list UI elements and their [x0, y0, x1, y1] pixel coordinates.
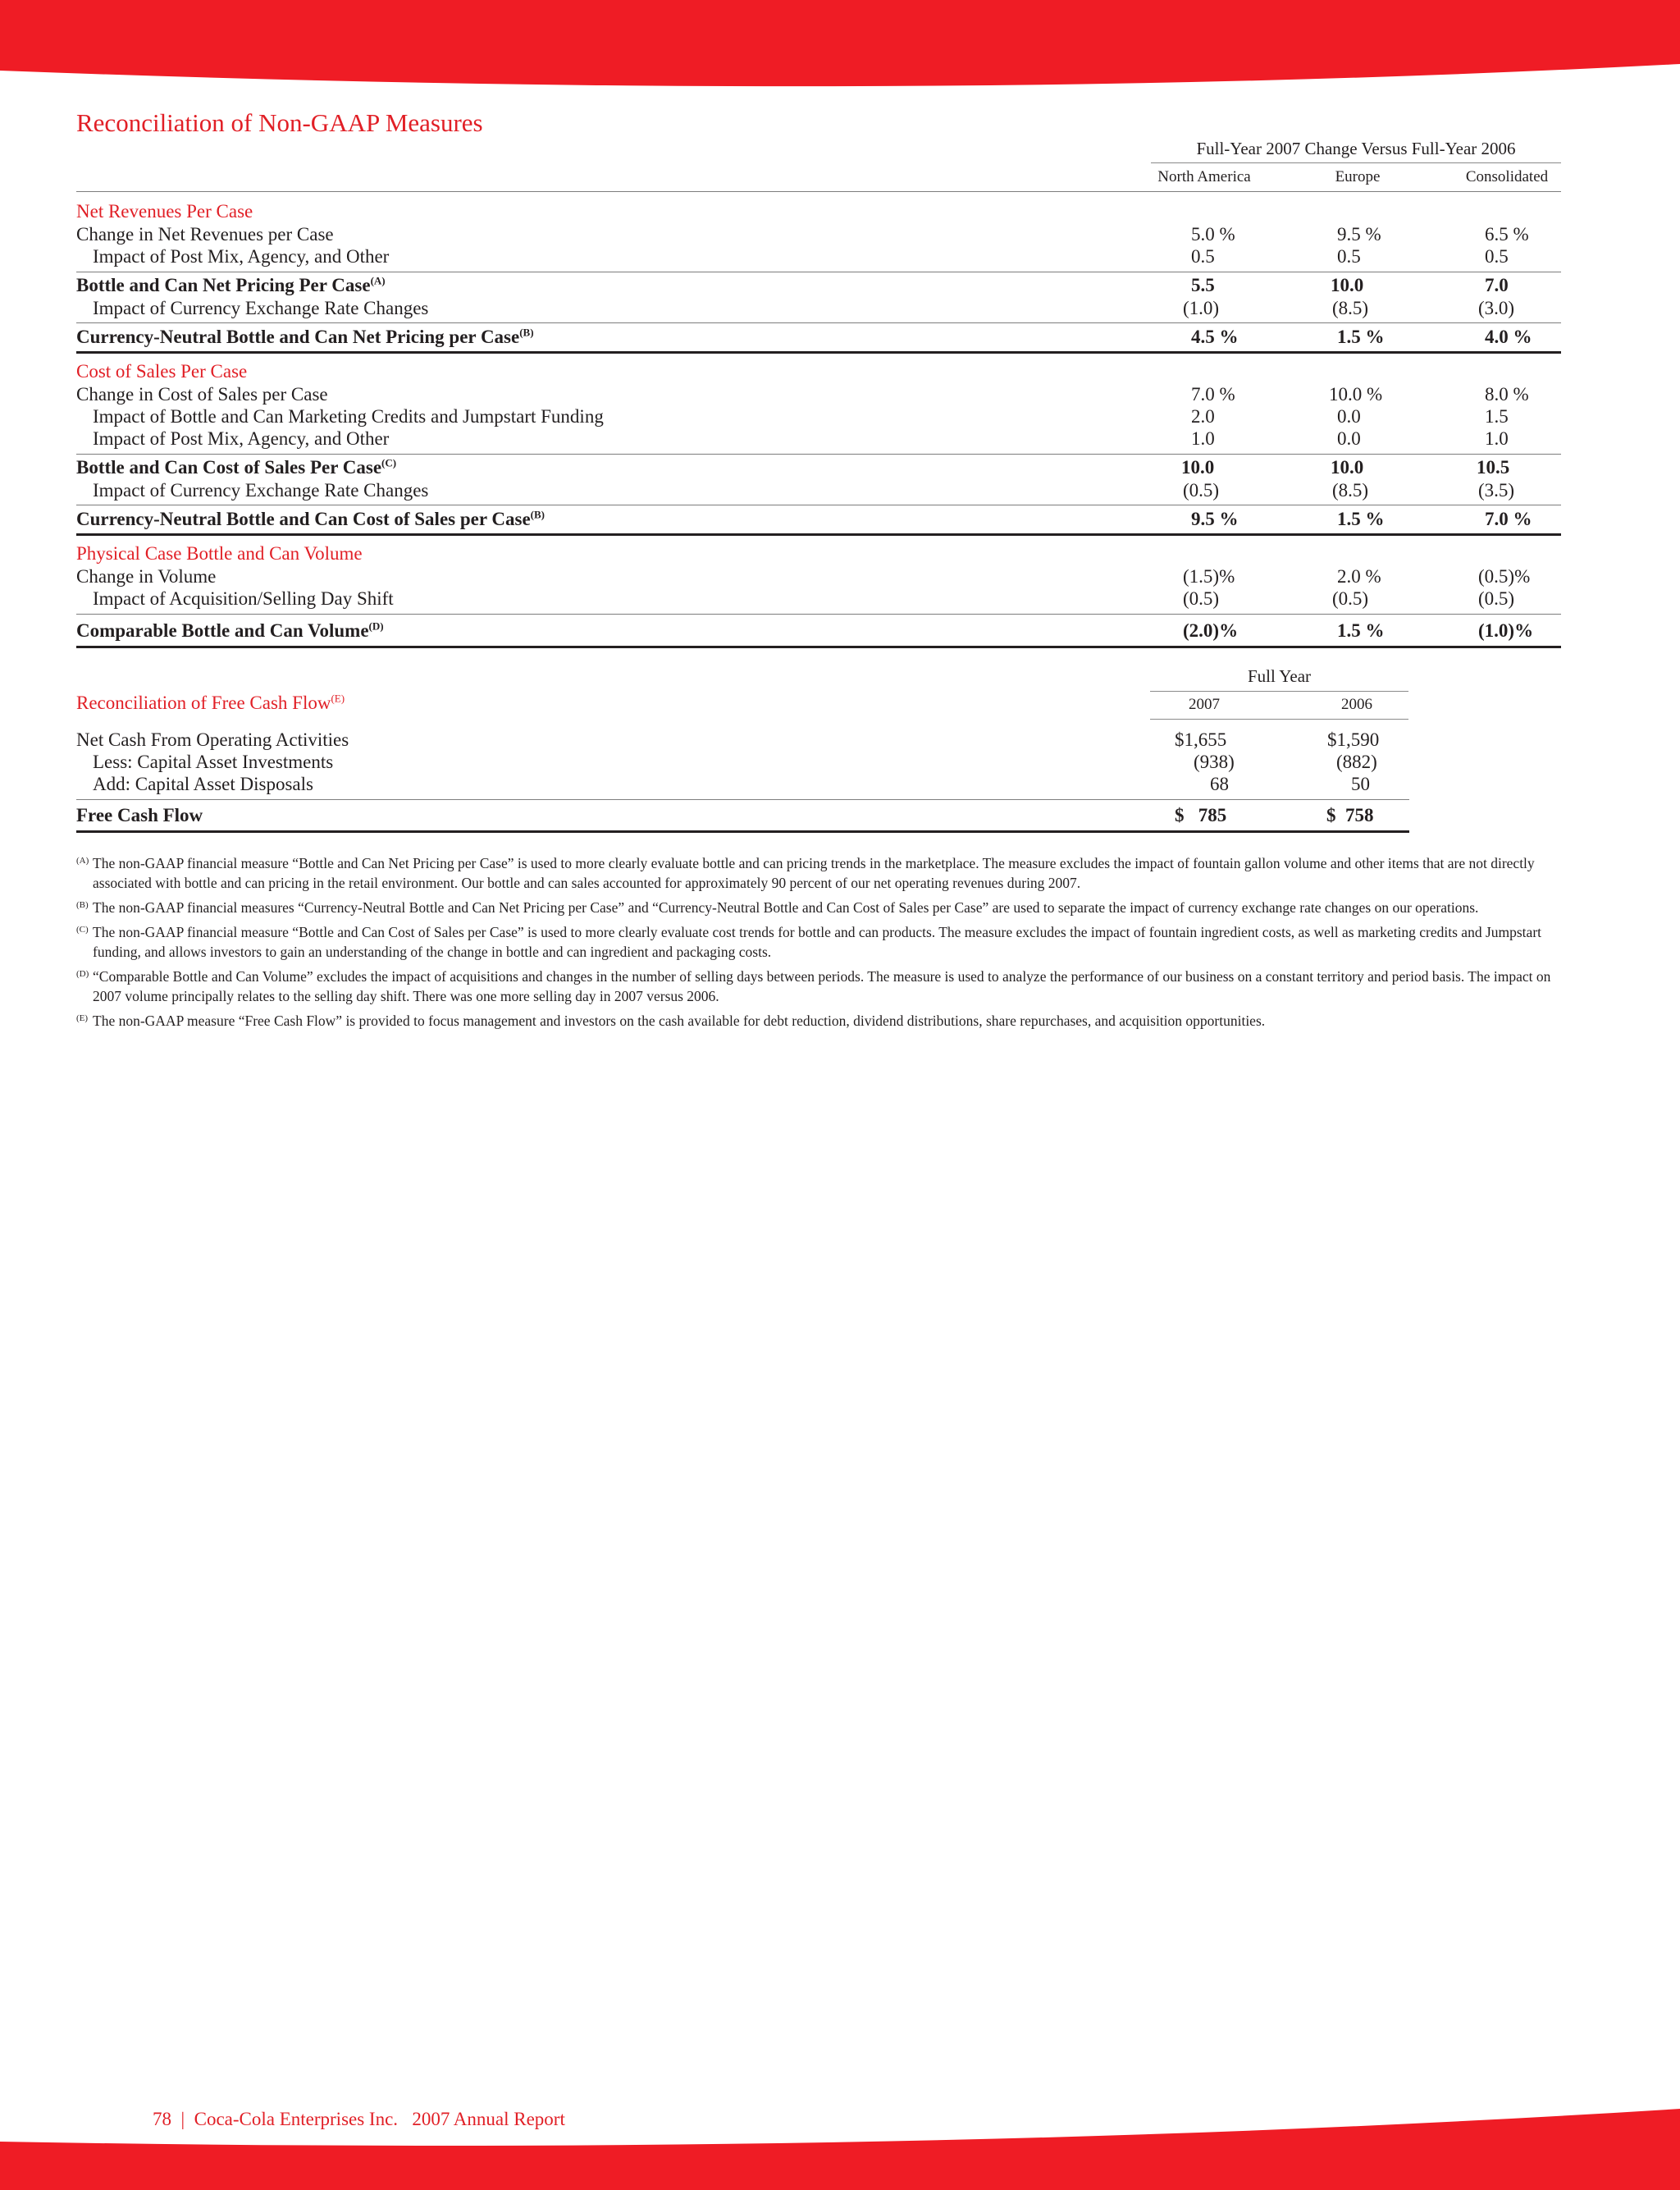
section-title-volume: Physical Case Bottle and Can Volume — [76, 543, 363, 564]
table-row-total: Free Cash Flow $ 785 $ 758 — [76, 805, 1374, 825]
section-end-rule — [76, 533, 1561, 536]
table-row-subtotal: Bottle and Can Cost of Sales Per Case$^{(C)}$ 10.0 10.0 10.5 — [76, 456, 1510, 478]
table-row: Impact of Currency Exchange Rate Changes (0.5) (8.5) (3.5) — [93, 480, 1515, 501]
row-rule — [76, 614, 1561, 615]
page-footer — [153, 2109, 565, 2130]
footnotes — [76, 853, 1561, 1036]
footnote-c: (C) The non-GAAP financial measure “Bottle and Can Cost of Sales per Case” is used to more clearly evaluate cost trends for bottle and can products. The measure excludes the impact of fountain ingredient costs, as well as marketing credits and Jumpstart funding, and allows investors to gain an understanding of the change in bottle and can ingredient and packaging costs. — [76, 924, 1542, 960]
table-row: Change in Volume (1.5)% 2.0 % (0.5)% — [76, 566, 1531, 587]
col-header-2007: 2007 — [1189, 696, 1220, 713]
col-header-consolidated: Consolidated — [1465, 168, 1549, 185]
table-row: Change in Net Revenues per Case 5.0 % 9.5 % 6.5 % — [76, 224, 1529, 245]
table-row: Impact of Currency Exchange Rate Changes (1.0) (8.5) (3.0) — [93, 298, 1515, 318]
section-title-cost-of-sales: Cost of Sales Per Case — [76, 361, 248, 382]
footnote-e: (E) The non-GAAP measure “Free Cash Flow” is provided to focus management and investors on the cash available for debt reduction, dividend distributions, share repurchases, and acquisition opportunities. — [76, 1013, 1266, 1029]
header-rule — [1151, 162, 1561, 163]
footnote-a: (A) The non-GAAP financial measure “Bottle and Can Net Pricing per Case” is used to more clearly evaluate bottle and can pricing trends in the marketplace. The measure excludes the impact of fountain gallon volume and other items that are not directly associated with bottle and can pricing in the retail environment. Our bottle and can sales accounted for approximately 90 percent of our net operating revenues during 2007. — [76, 855, 1535, 891]
table-row-total: Currency-Neutral Bottle and Can Net Pricing per Case$^{(B)}$ 4.5 % 1.5 % 4.0 % — [76, 326, 1532, 347]
table-row-total: Currency-Neutral Bottle and Can Cost of Sales per Case$^{(B)}$ 9.5 % 1.5 % 7.0 % — [76, 508, 1532, 529]
table-row-total: Comparable Bottle and Can Volume$^{(D)}$ (2.0)% 1.5 % (1.0)% — [76, 620, 1534, 641]
col-header-north-america: North America — [1157, 168, 1251, 185]
section-end-rule — [76, 830, 1409, 833]
table1-group-header: Full-Year 2007 Change Versus Full-Year 2006 — [1196, 139, 1516, 158]
section-title-net-revenues: Net Revenues Per Case — [76, 201, 253, 222]
table-row-subtotal: Bottle and Can Net Pricing Per Case$^{(A)}$ 5.5 10.0 7.0 — [76, 274, 1509, 295]
section-end-rule — [76, 351, 1561, 354]
footer-separator: | — [180, 2109, 185, 2129]
section-end-rule — [76, 646, 1561, 648]
row-rule — [76, 454, 1561, 455]
top-red-band — [0, 0, 1680, 94]
table-row: Impact of Post Mix, Agency, and Other 1.0 0.0 1.0 — [93, 428, 1509, 449]
table-row: Impact of Acquisition/Selling Day Shift (0.5) (0.5) (0.5) — [93, 588, 1515, 609]
footnote-b: (B) The non-GAAP financial measures “Currency-Neutral Bottle and Can Net Pricing per Case” and “Currency-Neutral Bottle and Can Cost of Sales per Case” are used to separate the impact of currency exchange rate changes on our operations. — [76, 899, 1479, 916]
table-row: Impact of Post Mix, Agency, and Other 0.5 0.5 0.5 — [93, 246, 1509, 267]
table-row: Less: Capital Asset Investments (938) (882) — [93, 752, 1377, 772]
footer-report: 2007 Annual Report — [412, 2109, 565, 2129]
row-rule — [76, 799, 1409, 800]
table2-title: Reconciliation of Free Cash Flow$^{(E)}$ — [76, 692, 345, 713]
col-header-europe: Europe — [1335, 168, 1381, 185]
row-rule — [76, 322, 1561, 323]
table-row: Net Cash From Operating Activities $1,655 $1,590 — [76, 729, 1380, 750]
page-title: Reconciliation of Non-GAAP Measures — [76, 108, 483, 137]
footer-company: Coca-Cola Enterprises Inc. — [194, 2109, 399, 2129]
table-row: Change in Cost of Sales per Case 7.0 % 10.0 % 8.0 % — [76, 384, 1529, 405]
table-row: Impact of Bottle and Can Marketing Credits and Jumpstart Funding 2.0 0.0 1.5 — [93, 406, 1509, 427]
footnote-d: (D) “Comparable Bottle and Can Volume” excludes the impact of acquisitions and changes in the number of selling days between periods. The measure is used to analyze the performance of our business on a constant territory and period basis. The impact on 2007 volume principally relates to the selling day shift. There was one more selling day in 2007 versus 2006. — [76, 968, 1551, 1004]
table-row: Add: Capital Asset Disposals 68 50 — [93, 774, 1370, 794]
page-number: 78 — [153, 2109, 171, 2129]
col-header-2006: 2006 — [1341, 696, 1372, 713]
header-rule — [1150, 719, 1408, 720]
table1-top-rule — [76, 191, 1561, 192]
table2-group-header: Full Year — [1247, 666, 1312, 686]
